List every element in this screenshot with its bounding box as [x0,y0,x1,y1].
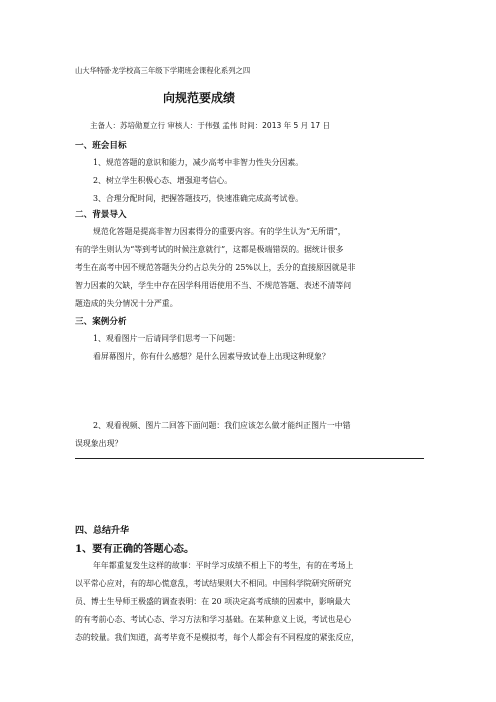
paragraph-line: 的有考前心态、考试心态、学习方法和学习基础。在某种意义上说，考试也是心 [75,615,352,624]
paragraph-line: 员、博士生导师王极盛的调查表明：在 20 项决定高考成绩的因素中，影响最大 [75,597,351,606]
paragraph-line: 有的学生则认为“等到考试的时候注意就行”，这都是极端错误的。据统计很多 [75,245,344,254]
section-heading-background: 二、背景导入 [75,210,127,220]
question-two-line-2: 误现象出现？ [75,439,123,448]
list-item: 1、规范答题的意识和能力，减少高考中非智力性失分因素。 [93,158,304,167]
paragraph-line: 态的较量。我们知道，高考毕竟不是模拟考，每个人都会有不同程度的紧张反应， [75,633,360,642]
paragraph-line: 年年都重复发生这样的故事：平时学习成绩不相上下的考生，有的在考场上 [93,561,354,570]
list-item: 2、树立学生积极心态、增强迎考信心。 [93,176,233,185]
question-one: 1、观看图片一后请同学们思考一下问题： [93,334,241,343]
document-header: 山大华特卧龙学校高三年级下学期班会课程化系列之四 [75,66,251,75]
document-meta: 主备人：苏培勋夏立行 审核人：于伟强 孟伟 时间：2013 年 5 月 17 日 [90,121,330,130]
paragraph-line: 规范化答题是提高非智力因素得分的重要内容。有的学生认为“无所谓”， [93,227,346,236]
section-heading-goals: 一、班会目标 [75,141,127,151]
question-one-text: 看屏幕图片，你有什么感想？是什么因素导致试卷上出现这种现象？ [93,352,330,361]
paragraph-line: 题造成的失分情况十分严重。 [75,299,178,308]
paragraph-line: 智力因素的欠缺，学生中存在因学科用语使用不当、不规范答题、表述不清等问 [75,281,352,290]
paragraph-line: 考生在高考中因不规范答题失分约占总失分的 25%以上，丢分的直接原因就是非 [75,263,356,272]
question-two-line-1: 2、观看视频、图片二回答下面问题：我们应该怎么做才能纠正图片一中错 [93,421,351,430]
section-heading-summary: 四、总结升华 [75,526,130,536]
section-heading-case-analysis: 三、案例分析 [75,317,127,327]
document-title: 向规范要成绩 [163,91,236,105]
paragraph-line: 以平常心应对，有的却心慌意乱，考试结果则大不相同。中国科学院研究所研究 [75,579,352,588]
list-item: 3、合理分配时间，把握答题技巧，快速准确完成高考试卷。 [93,194,304,203]
sub-heading-mindset: 1、要有正确的答题心态。 [75,543,195,555]
section-divider [75,458,424,459]
